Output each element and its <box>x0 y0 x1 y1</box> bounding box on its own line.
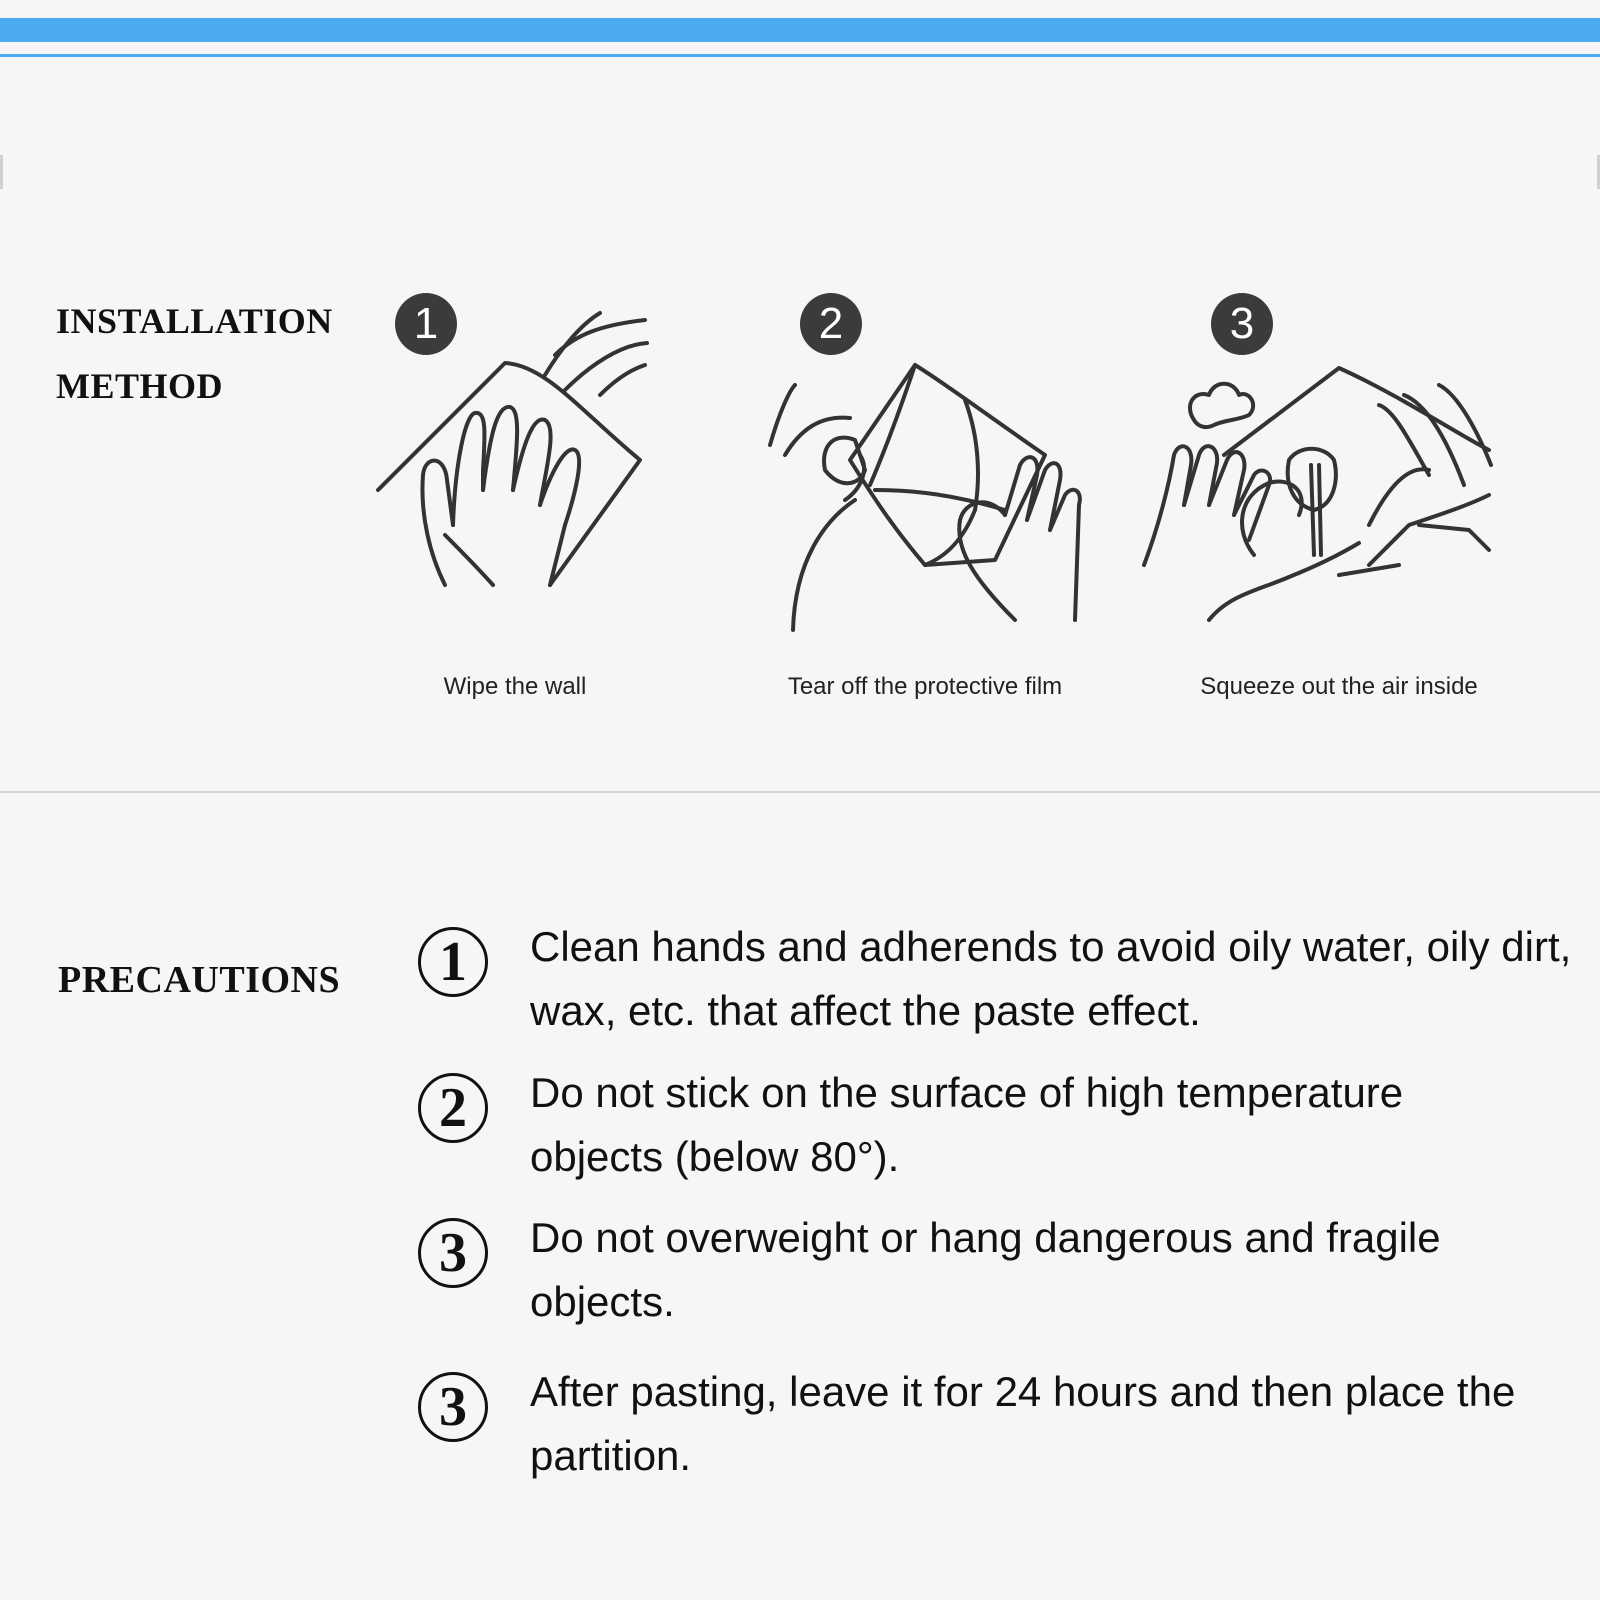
precaution-number: 3 <box>418 1372 488 1442</box>
precaution-text: Clean hands and adherends to avoid oily water, oily dirt, wax, etc. that affect the paste effect. <box>530 923 1572 1034</box>
squeeze-air-icon <box>1139 365 1519 635</box>
precautions-title: PRECAUTIONS <box>58 959 341 1001</box>
precaution-number: 1 <box>418 927 488 997</box>
installation-step-1 <box>315 285 715 715</box>
section-divider <box>0 791 1600 793</box>
step-caption: Squeeze out the air inside <box>1200 673 1478 700</box>
left-edge-mark <box>0 155 3 189</box>
wipe-wall-icon <box>375 295 655 595</box>
top-accent-line <box>0 54 1600 57</box>
step-number-badge: 2 <box>800 293 862 355</box>
precaution-text: Do not overweight or hang dangerous and fragile objects. <box>530 1214 1441 1325</box>
installation-step-2 <box>725 285 1125 715</box>
step-number-badge: 1 <box>395 293 457 355</box>
precaution-text: After pasting, leave it for 24 hours and then place the partition. <box>530 1368 1516 1479</box>
installation-title-line2: METHOD <box>56 366 224 406</box>
step-caption: Wipe the wall <box>443 673 587 700</box>
installation-title-line1: INSTALLATION <box>56 301 333 341</box>
precaution-number: 3 <box>418 1218 488 1288</box>
step-number-badge: 3 <box>1211 293 1273 355</box>
installation-step-3 <box>1139 285 1539 715</box>
precaution-text: Do not stick on the surface of high temperature objects (below 80°). <box>530 1069 1404 1180</box>
tear-film-icon <box>765 360 1095 635</box>
step-caption: Tear off the protective film <box>787 673 1063 700</box>
top-accent-band <box>0 18 1600 42</box>
precaution-number: 2 <box>418 1073 488 1143</box>
